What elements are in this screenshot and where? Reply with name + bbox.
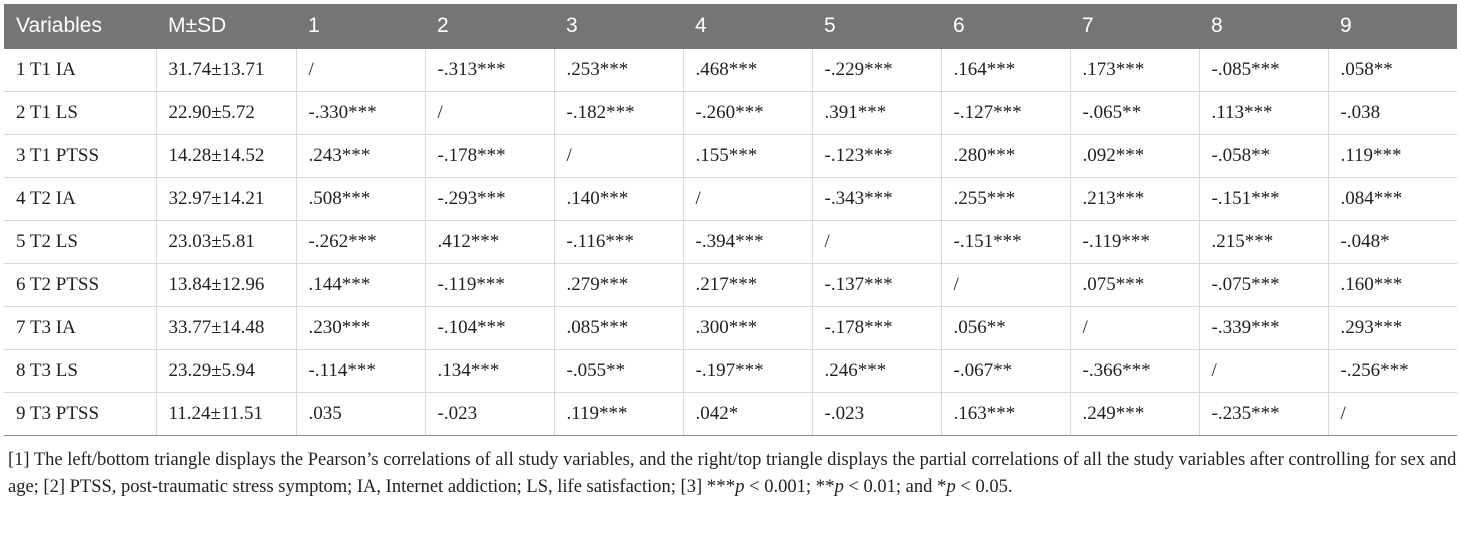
- cell-value: .119***: [554, 393, 683, 436]
- cell-value: .085***: [554, 307, 683, 350]
- cell-value: .253***: [554, 49, 683, 92]
- cell-value: -.151***: [941, 221, 1070, 264]
- table-row: [4, 264, 1457, 307]
- cell-value: .412***: [425, 221, 554, 264]
- cell-value: -.256***: [1328, 350, 1457, 393]
- cell-value: -.229***: [812, 49, 941, 92]
- row-msd-value: 11.24±11.51: [156, 393, 296, 436]
- table-row: [4, 49, 1457, 92]
- cell-value: -.339***: [1199, 307, 1328, 350]
- table-footnote: [8, 448, 1460, 500]
- row-variable-label: 4 T2 IA: [4, 178, 156, 221]
- cell-value: /: [1199, 350, 1328, 393]
- footnote-text: [1] The left/bottom triangle displays the Pearson’s correlations of all study variables, and the right/top triangle displays the partial correlations of all the study variables after controlling for sex and age; [2] PTSS, post-traumatic stress symptom; IA, Internet addiction; LS, life satisfaction; [3]: [8, 450, 1457, 497]
- cell-value: .163***: [941, 393, 1070, 436]
- footnote-sig-rest-2: < 0.01; and: [843, 476, 938, 497]
- cell-value: -.178***: [812, 307, 941, 350]
- cell-value: .279***: [554, 264, 683, 307]
- cell-value: -.023: [425, 393, 554, 436]
- cell-value: .246***: [812, 350, 941, 393]
- row-variable-label: 8 T3 LS: [4, 350, 156, 393]
- cell-value: .144***: [296, 264, 425, 307]
- cell-value: -.055**: [554, 350, 683, 393]
- cell-value: .056**: [941, 307, 1070, 350]
- cell-value: -.366***: [1070, 350, 1199, 393]
- cell-value: -.038: [1328, 92, 1457, 135]
- footnote-sig-stars-3: *: [937, 475, 947, 497]
- footnote-sig-rest-3: < 0.05.: [955, 476, 1013, 497]
- row-variable-label: 1 T1 IA: [4, 49, 156, 92]
- cell-value: -.023: [812, 393, 941, 436]
- row-variable-label: 6 T2 PTSS: [4, 264, 156, 307]
- cell-value: -.293***: [425, 178, 554, 221]
- cell-value: -.262***: [296, 221, 425, 264]
- cell-value: .391***: [812, 92, 941, 135]
- cell-value: -.394***: [683, 221, 812, 264]
- cell-value: .173***: [1070, 49, 1199, 92]
- correlation-table: [4, 4, 1457, 436]
- column-header-variables: Variables: [4, 4, 156, 49]
- table-header-row: [4, 4, 1457, 49]
- column-header-8: 8: [1199, 4, 1328, 49]
- cell-value: .243***: [296, 135, 425, 178]
- cell-value: -.119***: [425, 264, 554, 307]
- cell-value: -.085***: [1199, 49, 1328, 92]
- table-header: [4, 4, 1457, 49]
- cell-value: -.104***: [425, 307, 554, 350]
- column-header-1: 1: [296, 4, 425, 49]
- row-msd-value: 23.29±5.94: [156, 350, 296, 393]
- row-variable-label: 9 T3 PTSS: [4, 393, 156, 436]
- cell-value: -.127***: [941, 92, 1070, 135]
- cell-value: .035: [296, 393, 425, 436]
- cell-value: -.197***: [683, 350, 812, 393]
- table-row: [4, 350, 1457, 393]
- cell-value: .508***: [296, 178, 425, 221]
- table-row: [4, 92, 1457, 135]
- cell-value: -.313***: [425, 49, 554, 92]
- cell-value: /: [941, 264, 1070, 307]
- column-header-7: 7: [1070, 4, 1199, 49]
- cell-value: .280***: [941, 135, 1070, 178]
- cell-value: -.178***: [425, 135, 554, 178]
- cell-value: -.343***: [812, 178, 941, 221]
- cell-value: .113***: [1199, 92, 1328, 135]
- cell-value: /: [296, 49, 425, 92]
- table-row: [4, 393, 1457, 436]
- row-msd-value: 13.84±12.96: [156, 264, 296, 307]
- cell-value: .468***: [683, 49, 812, 92]
- row-variable-label: 7 T3 IA: [4, 307, 156, 350]
- cell-value: -.119***: [1070, 221, 1199, 264]
- row-variable-label: 5 T2 LS: [4, 221, 156, 264]
- cell-value: .300***: [683, 307, 812, 350]
- footnote-sig-rest-1: < 0.001;: [744, 476, 816, 497]
- cell-value: .155***: [683, 135, 812, 178]
- cell-value: .255***: [941, 178, 1070, 221]
- cell-value: /: [1328, 393, 1457, 436]
- cell-value: /: [1070, 307, 1199, 350]
- cell-value: .249***: [1070, 393, 1199, 436]
- footnote-sig-stars-1: ***: [706, 475, 736, 497]
- cell-value: -.116***: [554, 221, 683, 264]
- cell-value: -.048*: [1328, 221, 1457, 264]
- cell-value: /: [683, 178, 812, 221]
- cell-value: .084***: [1328, 178, 1457, 221]
- column-header-2: 2: [425, 4, 554, 49]
- cell-value: .075***: [1070, 264, 1199, 307]
- cell-value: -.075***: [1199, 264, 1328, 307]
- cell-value: .213***: [1070, 178, 1199, 221]
- row-msd-value: 32.97±14.21: [156, 178, 296, 221]
- table-body: [4, 49, 1457, 436]
- cell-value: -.330***: [296, 92, 425, 135]
- cell-value: -.114***: [296, 350, 425, 393]
- column-header-msd: M±SD: [156, 4, 296, 49]
- cell-value: .217***: [683, 264, 812, 307]
- cell-value: .215***: [1199, 221, 1328, 264]
- cell-value: -.123***: [812, 135, 941, 178]
- cell-value: .164***: [941, 49, 1070, 92]
- row-msd-value: 31.74±13.71: [156, 49, 296, 92]
- footnote-sig-stars-2: **: [815, 475, 835, 497]
- column-header-4: 4: [683, 4, 812, 49]
- row-msd-value: 22.90±5.72: [156, 92, 296, 135]
- cell-value: .230***: [296, 307, 425, 350]
- cell-value: -.151***: [1199, 178, 1328, 221]
- cell-value: .058**: [1328, 49, 1457, 92]
- row-variable-label: 3 T1 PTSS: [4, 135, 156, 178]
- table-row: [4, 178, 1457, 221]
- cell-value: .119***: [1328, 135, 1457, 178]
- cell-value: -.260***: [683, 92, 812, 135]
- table-row: [4, 135, 1457, 178]
- cell-value: -.137***: [812, 264, 941, 307]
- footnote-sig-p-1: p: [735, 476, 745, 497]
- column-header-9: 9: [1328, 4, 1457, 49]
- cell-value: .042*: [683, 393, 812, 436]
- cell-value: .160***: [1328, 264, 1457, 307]
- row-msd-value: 33.77±14.48: [156, 307, 296, 350]
- cell-value: -.065**: [1070, 92, 1199, 135]
- row-msd-value: 23.03±5.81: [156, 221, 296, 264]
- cell-value: /: [812, 221, 941, 264]
- cell-value: -.182***: [554, 92, 683, 135]
- footnote-sig-p-3: p: [946, 476, 956, 497]
- cell-value: -.058**: [1199, 135, 1328, 178]
- cell-value: .293***: [1328, 307, 1457, 350]
- cell-value: .134***: [425, 350, 554, 393]
- table-row: [4, 307, 1457, 350]
- cell-value: /: [425, 92, 554, 135]
- cell-value: .140***: [554, 178, 683, 221]
- row-msd-value: 14.28±14.52: [156, 135, 296, 178]
- column-header-5: 5: [812, 4, 941, 49]
- cell-value: -.235***: [1199, 393, 1328, 436]
- footnote-sig-p-2: p: [834, 476, 844, 497]
- row-variable-label: 2 T1 LS: [4, 92, 156, 135]
- cell-value: .092***: [1070, 135, 1199, 178]
- table-row: [4, 221, 1457, 264]
- column-header-6: 6: [941, 4, 1070, 49]
- cell-value: -.067**: [941, 350, 1070, 393]
- cell-value: /: [554, 135, 683, 178]
- column-header-3: 3: [554, 4, 683, 49]
